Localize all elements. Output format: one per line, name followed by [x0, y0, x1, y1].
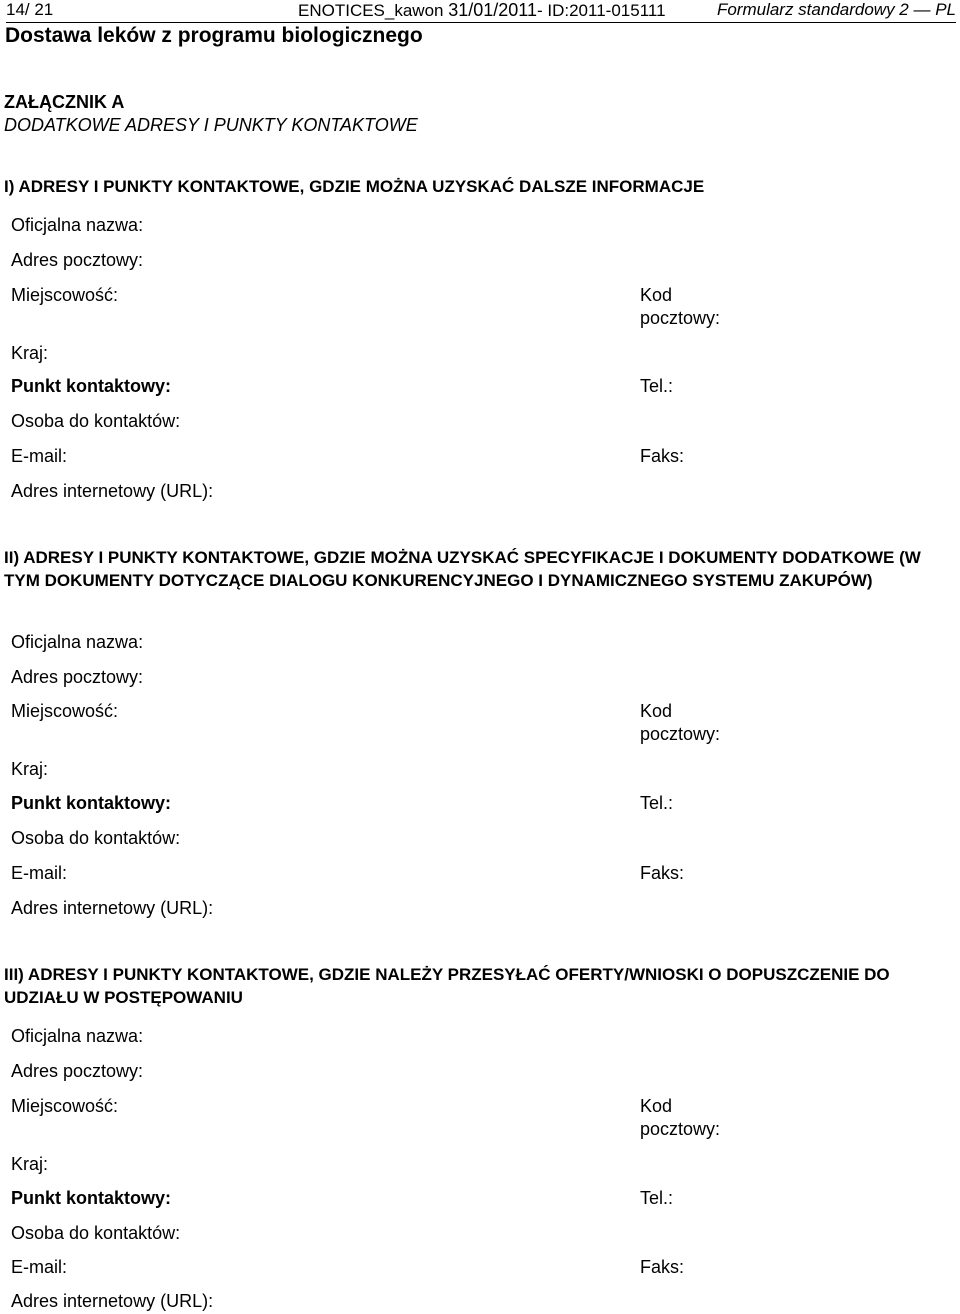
attention-label: Osoba do kontaktów:: [11, 1223, 181, 1243]
doc-date: 31/01/2011: [448, 0, 537, 20]
email-label: E-mail:: [11, 863, 68, 883]
country-label: Kraj:: [11, 343, 49, 363]
attention-label: Osoba do kontaktów:: [11, 828, 181, 848]
document-reference: [298, 0, 666, 21]
fax-label: Faks:: [640, 446, 685, 466]
section-title-3: III) ADRESY I PUNKTY KONTAKTOWE, GDZIE NALEŻY PRZESYŁAĆ OFERTY/WNIOSKI O DOPUSZCZENIE DO UDZIAŁU W POSTĘPOWANIU: [4, 965, 890, 1007]
postal-code-label: Kod pocztowy:: [640, 1096, 721, 1139]
section-title-2: II) ADRESY I PUNKTY KONTAKTOWE, GDZIE MOŻNA UZYSKAĆ SPECYFIKACJE I DOKUMENTY DODATKOWE (W TYM DOKUMENTY DOTYCZĄCE DIALOGU KONKURENCYJNEGO I DYNAMICZNEGO SYSTEMU ZAKUPÓW): [4, 548, 921, 590]
fax-label: Faks:: [640, 863, 685, 883]
document-title: Dostawa leków z programu biologicznego: [5, 24, 423, 47]
postal-address-label: Adres pocztowy:: [11, 1061, 144, 1081]
official-name-label: Oficjalna nazwa:: [11, 1026, 144, 1046]
attention-label: Osoba do kontaktów:: [11, 411, 181, 431]
page-header: [6, 0, 956, 23]
contact-point-label: Punkt kontaktowy:: [11, 793, 172, 813]
phone-label: Tel.:: [640, 376, 674, 396]
doc-id: - ID:2011-015111: [537, 1, 666, 20]
postal-code-label: Kod pocztowy:: [640, 285, 721, 328]
town-label: Miejscowość:: [11, 285, 119, 305]
annex-title: ZAŁĄCZNIK A: [4, 92, 125, 112]
country-label: Kraj:: [11, 759, 49, 779]
url-label: Adres internetowy (URL):: [11, 481, 214, 501]
fax-label: Faks:: [640, 1257, 685, 1277]
phone-label: Tel.:: [640, 1188, 674, 1208]
contact-point-label: Punkt kontaktowy:: [11, 376, 172, 396]
postal-address-label: Adres pocztowy:: [11, 667, 144, 687]
url-label: Adres internetowy (URL):: [11, 898, 214, 918]
contact-point-label: Punkt kontaktowy:: [11, 1188, 172, 1208]
page-number: 14/ 21: [6, 0, 54, 19]
form-name: Formularz standardowy 2 — PL: [716, 0, 956, 19]
section-title-1: I) ADRESY I PUNKTY KONTAKTOWE, GDZIE MOŻNA UZYSKAĆ DALSZE INFORMACJE: [4, 177, 705, 196]
email-label: E-mail:: [11, 446, 68, 466]
url-label: Adres internetowy (URL):: [11, 1291, 214, 1311]
email-label: E-mail:: [11, 1257, 68, 1277]
doc-code-prefix: ENOTICES_kawon: [298, 1, 449, 20]
postal-address-label: Adres pocztowy:: [11, 250, 144, 270]
country-label: Kraj:: [11, 1154, 49, 1174]
official-name-label: Oficjalna nazwa:: [11, 215, 144, 235]
official-name-label: Oficjalna nazwa:: [11, 632, 144, 652]
postal-code-label: Kod pocztowy:: [640, 701, 721, 744]
phone-label: Tel.:: [640, 793, 674, 813]
annex-subtitle: DODATKOWE ADRESY I PUNKTY KONTAKTOWE: [4, 115, 418, 135]
town-label: Miejscowość:: [11, 701, 119, 721]
town-label: Miejscowość:: [11, 1096, 119, 1116]
